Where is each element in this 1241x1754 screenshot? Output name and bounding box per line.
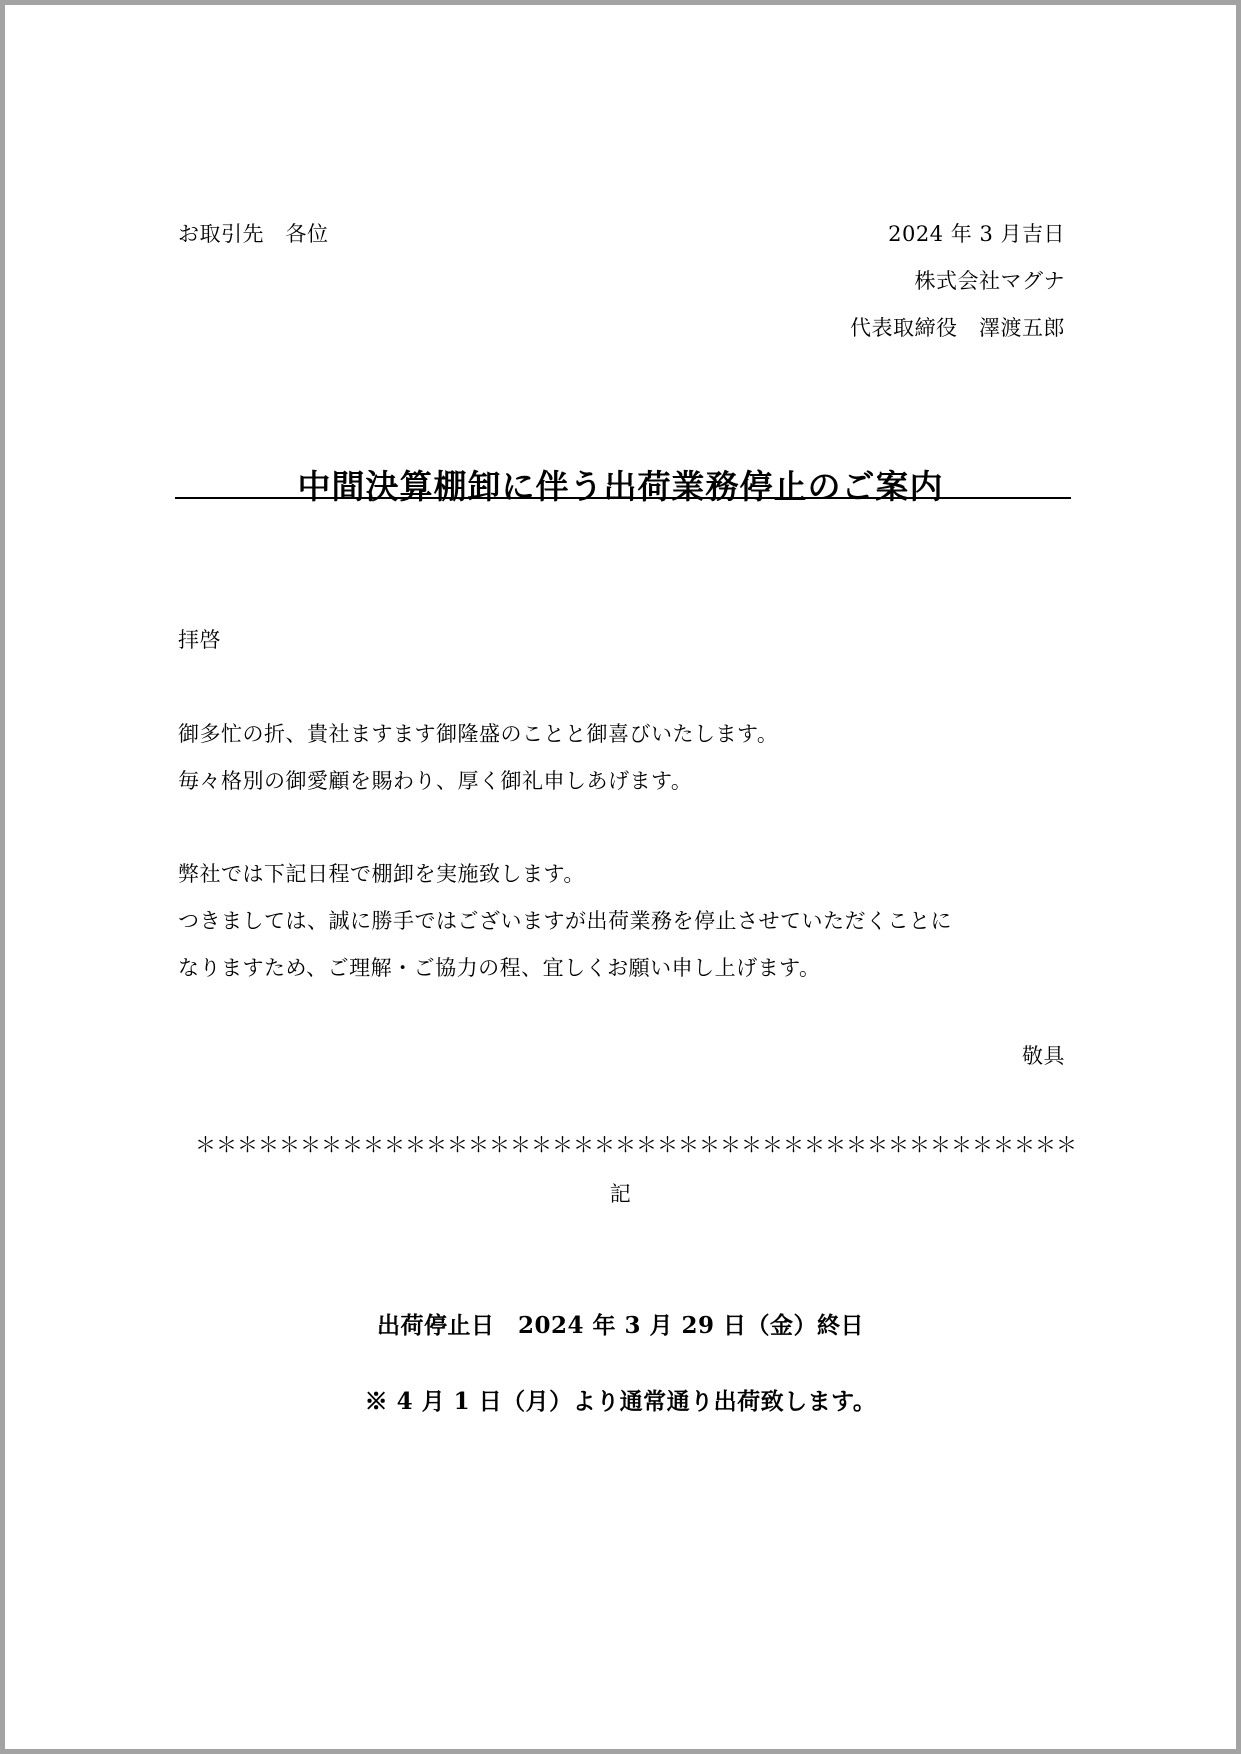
separator-asterisk: ＊ [741,1133,762,1157]
separator-asterisk: ＊ [594,1133,615,1157]
separator-asterisk: ＊ [720,1133,741,1157]
separator-asterisk: ＊ [678,1133,699,1157]
separator-asterisk: ＊ [888,1133,909,1157]
separator-asterisk: ＊ [237,1133,258,1157]
separator-asterisk: ＊ [909,1133,930,1157]
separator-asterisk: ＊ [363,1133,384,1157]
separator-asterisk: ＊ [804,1133,825,1157]
separator-asterisk: ＊ [384,1133,405,1157]
separator-asterisk: ＊ [300,1133,321,1157]
separator-asterisk: ＊ [321,1133,342,1157]
separator-asterisk: ＊ [951,1133,972,1157]
separator-asterisk: ＊ [930,1133,951,1157]
separator-asterisk: ＊ [216,1133,237,1157]
separator-asterisk: ＊ [195,1133,216,1157]
separator-asterisk: ＊ [636,1133,657,1157]
separator-asterisk: ＊ [531,1133,552,1157]
separator-asterisk: ＊ [993,1133,1014,1157]
separator-asterisk: ＊ [510,1133,531,1157]
separator-asterisk: ＊ [867,1133,888,1157]
document-title: 中間決算棚卸に伴う出荷業務停止のご案内 [297,467,944,507]
separator-asterisk: ＊ [279,1133,300,1157]
opening-salutation: 拝啓 [178,628,221,652]
separator-asterisk: ＊ [468,1133,489,1157]
separator-asterisk: ＊ [783,1133,804,1157]
representative-name: 代表取締役 澤渡五郎 [850,316,1065,340]
shipping-resume-note: ※ 4 月 1 日（月）より通常通り出荷致します。 [364,1388,877,1415]
shipping-stop-date: 出荷停止日 2024 年 3 月 29 日（金）終日 [376,1312,865,1339]
separator-asterisk: ＊ [552,1133,573,1157]
body-line-2: つきましては、誠に勝手ではございますが出荷業務を停止させていただくことに [178,909,952,933]
greeting-line-1: 御多忙の折、貴社ますます御隆盛のことと御喜びいたします。 [178,722,779,746]
separator-asterisk: ＊ [762,1133,783,1157]
separator-asterisk: ＊ [657,1133,678,1157]
issue-date: 2024 年 3 月吉日 [888,222,1065,246]
separator-asterisk: ＊ [573,1133,594,1157]
separator-asterisk: ＊ [615,1133,636,1157]
recipient-line: お取引先 各位 [178,222,329,246]
separator-asterisk: ＊ [426,1133,447,1157]
greeting-line-2: 毎々格別の御愛顧を賜わり、厚く御礼申しあげます。 [178,769,693,793]
separator-asterisk: ＊ [699,1133,720,1157]
body-line-3: なりますため、ご理解・ご協力の程、宜しくお願い申し上げます。 [178,956,821,980]
separator-asterisk: ＊ [258,1133,279,1157]
title-underline [175,497,1071,499]
separator-asterisk: ＊ [972,1133,993,1157]
separator-asterisk: ＊ [846,1133,867,1157]
notice-heading: 記 [609,1182,632,1206]
separator-line [195,1133,1077,1157]
closing-salutation: 敬具 [1022,1044,1065,1068]
separator-asterisk: ＊ [489,1133,510,1157]
company-name: 株式会社マグナ [914,269,1065,293]
separator-asterisk: ＊ [342,1133,363,1157]
separator-asterisk: ＊ [405,1133,426,1157]
body-line-1: 弊社では下記日程で棚卸を実施致します。 [178,862,585,886]
separator-asterisk: ＊ [447,1133,468,1157]
separator-asterisk: ＊ [1035,1133,1056,1157]
separator-asterisk: ＊ [1056,1133,1077,1157]
separator-asterisk: ＊ [825,1133,846,1157]
separator-asterisk: ＊ [1014,1133,1035,1157]
